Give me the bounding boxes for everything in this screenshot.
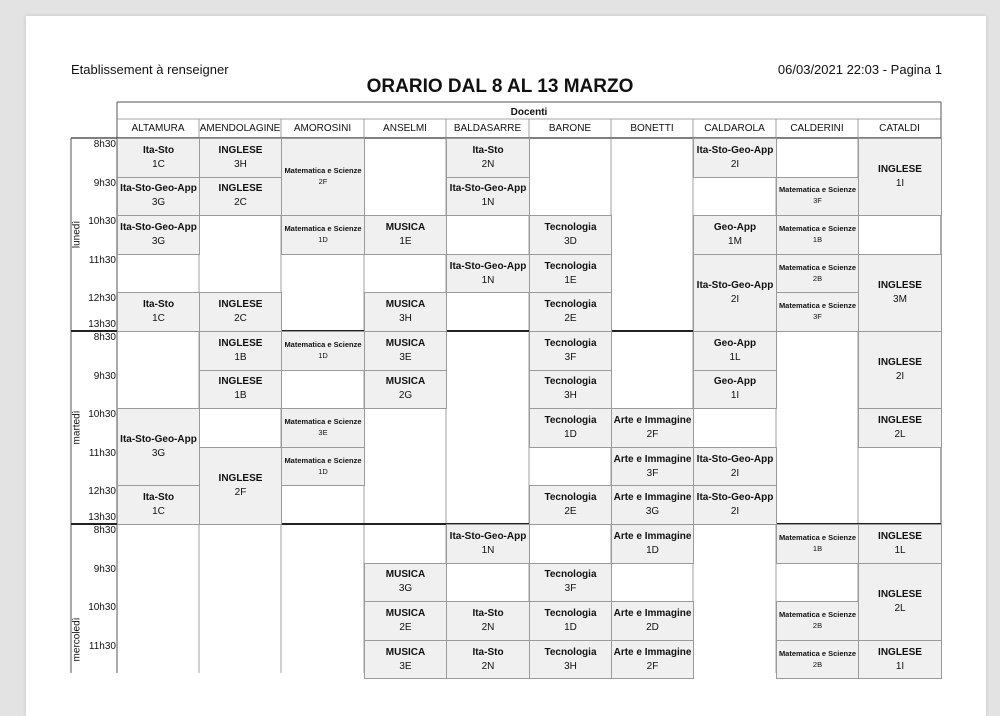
- lesson-class: 2I: [730, 506, 740, 518]
- lesson-class: 2N: [481, 660, 495, 672]
- lesson-subject: Matematica e Scienze: [284, 416, 362, 426]
- lesson-subject: Tecnologia: [544, 646, 597, 658]
- lesson-class: 3H: [399, 313, 412, 325]
- lesson-cell[interactable]: [776, 215, 859, 255]
- lesson-class: 3F: [813, 312, 822, 322]
- lesson-cell[interactable]: [776, 601, 859, 641]
- time-label: 13h30: [88, 512, 116, 523]
- day-label: mercoledì: [71, 617, 83, 662]
- lesson-cell[interactable]: [281, 138, 365, 216]
- lesson-cell[interactable]: [858, 331, 942, 409]
- lesson-subject: Ita-Sto-Geo-App: [120, 183, 197, 195]
- lesson-class: 1C: [152, 313, 165, 325]
- lesson-class: 1L: [894, 544, 906, 556]
- lesson-cell[interactable]: [281, 331, 365, 371]
- lesson-cell[interactable]: [693, 254, 777, 332]
- time-label: 8h30: [93, 332, 116, 343]
- lesson-cell[interactable]: [446, 177, 530, 217]
- lesson-class: 1D: [318, 466, 328, 476]
- lesson-class: 2F: [646, 660, 659, 672]
- lesson-subject: INGLESE: [878, 530, 922, 542]
- lesson-class: 3H: [234, 158, 247, 170]
- lesson-cell[interactable]: [199, 292, 282, 332]
- lesson-subject: INGLESE: [218, 183, 263, 195]
- lesson-subject: Tecnologia: [544, 337, 597, 349]
- time-label: 13h30: [88, 319, 116, 330]
- time-label: 9h30: [93, 177, 116, 189]
- lesson-cell[interactable]: [446, 601, 530, 641]
- lesson-cell[interactable]: [693, 447, 777, 487]
- lesson-class: 1D: [646, 544, 659, 556]
- establishment-label: Etablissement à renseigner: [71, 62, 229, 77]
- lesson-cell[interactable]: [858, 563, 942, 641]
- lesson-cell[interactable]: [446, 640, 530, 680]
- lesson-class: 2D: [646, 621, 659, 633]
- lesson-cell[interactable]: [529, 563, 612, 603]
- lesson-cell[interactable]: [364, 563, 447, 603]
- lesson-subject: INGLESE: [878, 357, 922, 369]
- lesson-subject: Matematica e Scienze: [778, 262, 857, 272]
- lesson-subject: Matematica e Scienze: [778, 532, 857, 542]
- lesson-subject: INGLESE: [878, 646, 922, 658]
- lesson-cell[interactable]: [858, 640, 942, 680]
- lesson-class: 2I: [895, 371, 905, 383]
- lesson-class: 3E: [399, 351, 412, 363]
- lesson-class: 2B: [812, 659, 823, 669]
- lesson-subject: INGLESE: [878, 279, 922, 291]
- lesson-class: 2L: [894, 428, 906, 440]
- day-label: martedì: [71, 410, 83, 444]
- time-label: 9h30: [93, 563, 116, 575]
- time-label: 8h30: [93, 525, 116, 536]
- time-label: 10h30: [88, 602, 116, 614]
- lesson-subject: Geo-App: [713, 221, 757, 233]
- lesson-cell[interactable]: [364, 215, 447, 255]
- lesson-cell[interactable]: [117, 485, 200, 525]
- lesson-subject: Matematica e Scienze: [778, 185, 857, 195]
- lesson-cell[interactable]: [117, 292, 200, 332]
- lesson-class: 1I: [895, 178, 905, 190]
- lesson-subject: Ita-Sto-Geo-App: [120, 221, 197, 233]
- lesson-cell[interactable]: [858, 254, 942, 332]
- lesson-cell[interactable]: [117, 138, 200, 178]
- lesson-class: 1D: [318, 350, 328, 360]
- lesson-class: 2I: [730, 158, 740, 170]
- lesson-subject: Tecnologia: [544, 376, 597, 388]
- lesson-cell[interactable]: [364, 601, 447, 641]
- lesson-cell[interactable]: [693, 370, 777, 410]
- lesson-subject: Tecnologia: [544, 221, 597, 233]
- lesson-class: 1N: [481, 197, 495, 209]
- lesson-class: 3E: [399, 660, 412, 672]
- time-label: 11h30: [88, 640, 116, 652]
- time-label: 12h30: [88, 486, 116, 498]
- lesson-class: 2E: [564, 313, 577, 325]
- lesson-cell[interactable]: [199, 447, 282, 525]
- lesson-class: 1B: [234, 351, 247, 363]
- time-label: 8h30: [93, 139, 116, 150]
- date-page-label: 06/03/2021 22:03 - Pagina 1: [777, 62, 942, 77]
- lesson-subject: INGLESE: [218, 299, 263, 311]
- lesson-subject: Tecnologia: [544, 414, 597, 426]
- lesson-cell[interactable]: [529, 370, 612, 410]
- lesson-subject: INGLESE: [878, 588, 922, 600]
- lesson-class: 3F: [564, 351, 577, 363]
- lesson-cell[interactable]: [446, 138, 530, 178]
- lesson-class: 1D: [564, 621, 577, 633]
- lesson-cell[interactable]: [611, 485, 694, 525]
- lesson-subject: Ita-Sto-Geo-App: [696, 144, 774, 156]
- lesson-subject: Arte e Immagine: [613, 453, 692, 465]
- lesson-cell[interactable]: [529, 408, 612, 448]
- time-label: 11h30: [88, 254, 116, 266]
- lesson-subject: Ita-Sto-Geo-App: [696, 492, 774, 504]
- lesson-cell[interactable]: [199, 331, 282, 371]
- lesson-cell[interactable]: [446, 524, 530, 564]
- lesson-subject: Ita-Sto: [472, 144, 504, 156]
- time-label: 11h30: [88, 447, 116, 459]
- lesson-cell[interactable]: [611, 640, 694, 680]
- lesson-subject: Ita-Sto-Geo-App: [120, 434, 197, 446]
- lesson-subject: Matematica e Scienze: [284, 455, 362, 465]
- lesson-subject: INGLESE: [218, 337, 263, 349]
- lesson-cell[interactable]: [529, 292, 612, 332]
- lesson-subject: Geo-App: [713, 376, 757, 388]
- group-header: Docenti: [510, 107, 548, 118]
- lesson-class: 1D: [318, 234, 328, 244]
- lesson-cell[interactable]: [611, 524, 694, 564]
- lesson-cell[interactable]: [776, 640, 859, 680]
- lesson-class: 3G: [151, 448, 166, 460]
- lesson-cell[interactable]: [199, 138, 282, 178]
- lesson-class: 1I: [730, 390, 740, 402]
- lesson-subject: MUSICA: [385, 646, 426, 658]
- teacher-column-header: AMOROSINI: [293, 123, 352, 134]
- time-label: 9h30: [93, 370, 116, 382]
- lesson-subject: Tecnologia: [544, 260, 597, 272]
- teacher-column-header: BALDASARRE: [453, 123, 522, 134]
- lesson-cell[interactable]: [281, 215, 365, 255]
- teacher-column-header: ANSELMI: [383, 123, 427, 134]
- lesson-class: 1B: [812, 543, 823, 553]
- lesson-subject: MUSICA: [385, 569, 426, 581]
- lesson-subject: Matematica e Scienze: [284, 339, 362, 349]
- lesson-class: 1N: [481, 544, 495, 556]
- lesson-class: 1E: [399, 235, 412, 247]
- lesson-cell[interactable]: [611, 447, 694, 487]
- lesson-cell[interactable]: [281, 408, 365, 448]
- lesson-cell[interactable]: [281, 447, 365, 487]
- lesson-class: 3G: [151, 197, 166, 209]
- lesson-subject: Arte e Immagine: [613, 492, 692, 504]
- teacher-column-header: BONETTI: [630, 123, 674, 134]
- lesson-cell[interactable]: [776, 292, 859, 332]
- lesson-class: 2E: [564, 506, 577, 518]
- teacher-column-header: CALDERINI: [790, 123, 844, 134]
- lesson-cell[interactable]: [776, 254, 859, 294]
- lesson-cell[interactable]: [693, 138, 777, 178]
- lesson-class: 1D: [564, 428, 577, 440]
- lesson-class: 3M: [893, 293, 907, 305]
- time-label: 12h30: [88, 293, 116, 305]
- lesson-cell[interactable]: [529, 640, 612, 680]
- lesson-subject: Ita-Sto: [142, 299, 175, 311]
- lesson-cell[interactable]: [611, 601, 694, 641]
- lesson-cell[interactable]: [693, 485, 777, 525]
- lesson-subject: MUSICA: [385, 299, 426, 311]
- lesson-class: 1B: [812, 234, 823, 244]
- lesson-cell[interactable]: [446, 254, 530, 294]
- lesson-subject: INGLESE: [218, 376, 263, 388]
- lesson-cell[interactable]: [776, 524, 859, 564]
- lesson-cell[interactable]: [529, 601, 612, 641]
- lesson-subject: MUSICA: [385, 607, 426, 619]
- day-label: lunedì: [71, 220, 83, 248]
- lesson-cell[interactable]: [858, 138, 942, 216]
- lesson-class: 2C: [234, 313, 247, 325]
- lesson-cell[interactable]: [529, 254, 612, 294]
- lesson-class: 2L: [894, 602, 906, 614]
- lesson-subject: Arte e Immagine: [613, 530, 692, 542]
- lesson-subject: Ita-Sto-Geo-App: [449, 260, 527, 272]
- lesson-cell[interactable]: [529, 331, 612, 371]
- lesson-subject: INGLESE: [878, 414, 922, 426]
- lesson-subject: Ita-Sto: [472, 607, 504, 619]
- lesson-class: 3G: [151, 235, 166, 247]
- lesson-subject: Matematica e Scienze: [778, 648, 857, 658]
- lesson-cell[interactable]: [693, 215, 777, 255]
- lesson-cell[interactable]: [858, 524, 942, 564]
- lesson-subject: Tecnologia: [544, 569, 597, 581]
- lesson-subject: Matematica e Scienze: [778, 301, 857, 311]
- teacher-column-header: BARONE: [548, 123, 592, 134]
- lesson-class: 2E: [399, 621, 412, 633]
- lesson-class: 3H: [564, 660, 577, 672]
- lesson-cell[interactable]: [364, 292, 447, 332]
- time-label: 10h30: [88, 409, 116, 421]
- lesson-subject: Ita-Sto-Geo-App: [449, 530, 527, 542]
- lesson-subject: Matematica e Scienze: [284, 223, 362, 233]
- lesson-subject: Matematica e Scienze: [284, 166, 362, 176]
- lesson-subject: Arte e Immagine: [613, 646, 692, 658]
- page-title: ORARIO DAL 8 AL 13 MARZO: [366, 76, 634, 97]
- lesson-class: 3H: [564, 390, 577, 402]
- lesson-class: 3E: [318, 427, 328, 437]
- lesson-subject: INGLESE: [218, 472, 263, 484]
- lesson-cell[interactable]: [364, 370, 447, 410]
- lesson-subject: Tecnologia: [544, 607, 597, 619]
- lesson-class: 2C: [234, 197, 247, 209]
- lesson-subject: Matematica e Scienze: [778, 223, 857, 233]
- lesson-cell[interactable]: [117, 215, 200, 255]
- lesson-subject: MUSICA: [385, 337, 426, 349]
- lesson-subject: Tecnologia: [544, 299, 597, 311]
- lesson-class: 3D: [564, 235, 577, 247]
- lesson-subject: MUSICA: [385, 221, 426, 233]
- lesson-class: 2I: [730, 467, 740, 479]
- lesson-subject: Ita-Sto: [142, 144, 175, 156]
- lesson-cell[interactable]: [529, 215, 612, 255]
- teacher-column-header: CALDAROLA: [704, 123, 765, 134]
- lesson-cell[interactable]: [117, 177, 200, 217]
- lesson-class: 2I: [730, 293, 740, 305]
- lesson-subject: Arte e Immagine: [613, 414, 692, 426]
- lesson-class: 2F: [234, 486, 247, 498]
- lesson-subject: Ita-Sto: [142, 492, 175, 504]
- lesson-class: 3G: [645, 506, 660, 518]
- lesson-class: 3G: [398, 583, 413, 595]
- teacher-column-header: ALTAMURA: [131, 123, 185, 134]
- teacher-column-header: CATALDI: [879, 123, 920, 134]
- lesson-class: 1B: [234, 390, 247, 402]
- lesson-class: 1M: [728, 235, 742, 247]
- lesson-subject: Geo-App: [713, 337, 757, 349]
- lesson-class: 3F: [646, 467, 659, 479]
- lesson-class: 2F: [646, 428, 659, 440]
- lesson-subject: INGLESE: [218, 144, 263, 156]
- lesson-cell[interactable]: [776, 177, 859, 217]
- lesson-cell[interactable]: [529, 485, 612, 525]
- lesson-subject: INGLESE: [878, 164, 922, 176]
- lesson-class: 3F: [564, 583, 577, 595]
- lesson-cell[interactable]: [611, 408, 694, 448]
- lesson-cell[interactable]: [199, 177, 282, 217]
- lesson-class: 3F: [813, 196, 822, 206]
- teacher-column-header: AMENDOLAGINE: [199, 123, 281, 134]
- lesson-subject: Matematica e Scienze: [778, 609, 857, 619]
- lesson-cell[interactable]: [693, 331, 777, 371]
- lesson-class: 2N: [481, 158, 495, 170]
- lesson-class: 2B: [812, 273, 823, 283]
- lesson-class: 1C: [152, 506, 165, 518]
- lesson-class: 2N: [481, 621, 495, 633]
- lesson-subject: Ita-Sto-Geo-App: [696, 453, 774, 465]
- lesson-cell[interactable]: [858, 408, 942, 448]
- lesson-subject: Tecnologia: [544, 492, 597, 504]
- lesson-class: 2B: [812, 620, 823, 630]
- lesson-cell[interactable]: [364, 331, 447, 371]
- lesson-class: 1N: [481, 274, 495, 286]
- lesson-class: 1C: [152, 158, 165, 170]
- lesson-cell[interactable]: [199, 370, 282, 410]
- lesson-cell[interactable]: [117, 408, 200, 486]
- lesson-subject: Ita-Sto-Geo-App: [696, 279, 774, 291]
- lesson-class: 2G: [398, 390, 413, 402]
- lesson-class: 1L: [729, 351, 741, 363]
- lesson-class: 1E: [564, 274, 577, 286]
- lesson-cell[interactable]: [364, 640, 447, 680]
- lesson-class: 2F: [318, 177, 328, 187]
- lesson-subject: Ita-Sto-Geo-App: [449, 183, 527, 195]
- time-label: 10h30: [88, 216, 116, 228]
- lesson-subject: MUSICA: [385, 376, 426, 388]
- lesson-subject: Ita-Sto: [472, 646, 504, 658]
- lesson-subject: Arte e Immagine: [613, 607, 692, 619]
- lesson-class: 1I: [895, 660, 905, 672]
